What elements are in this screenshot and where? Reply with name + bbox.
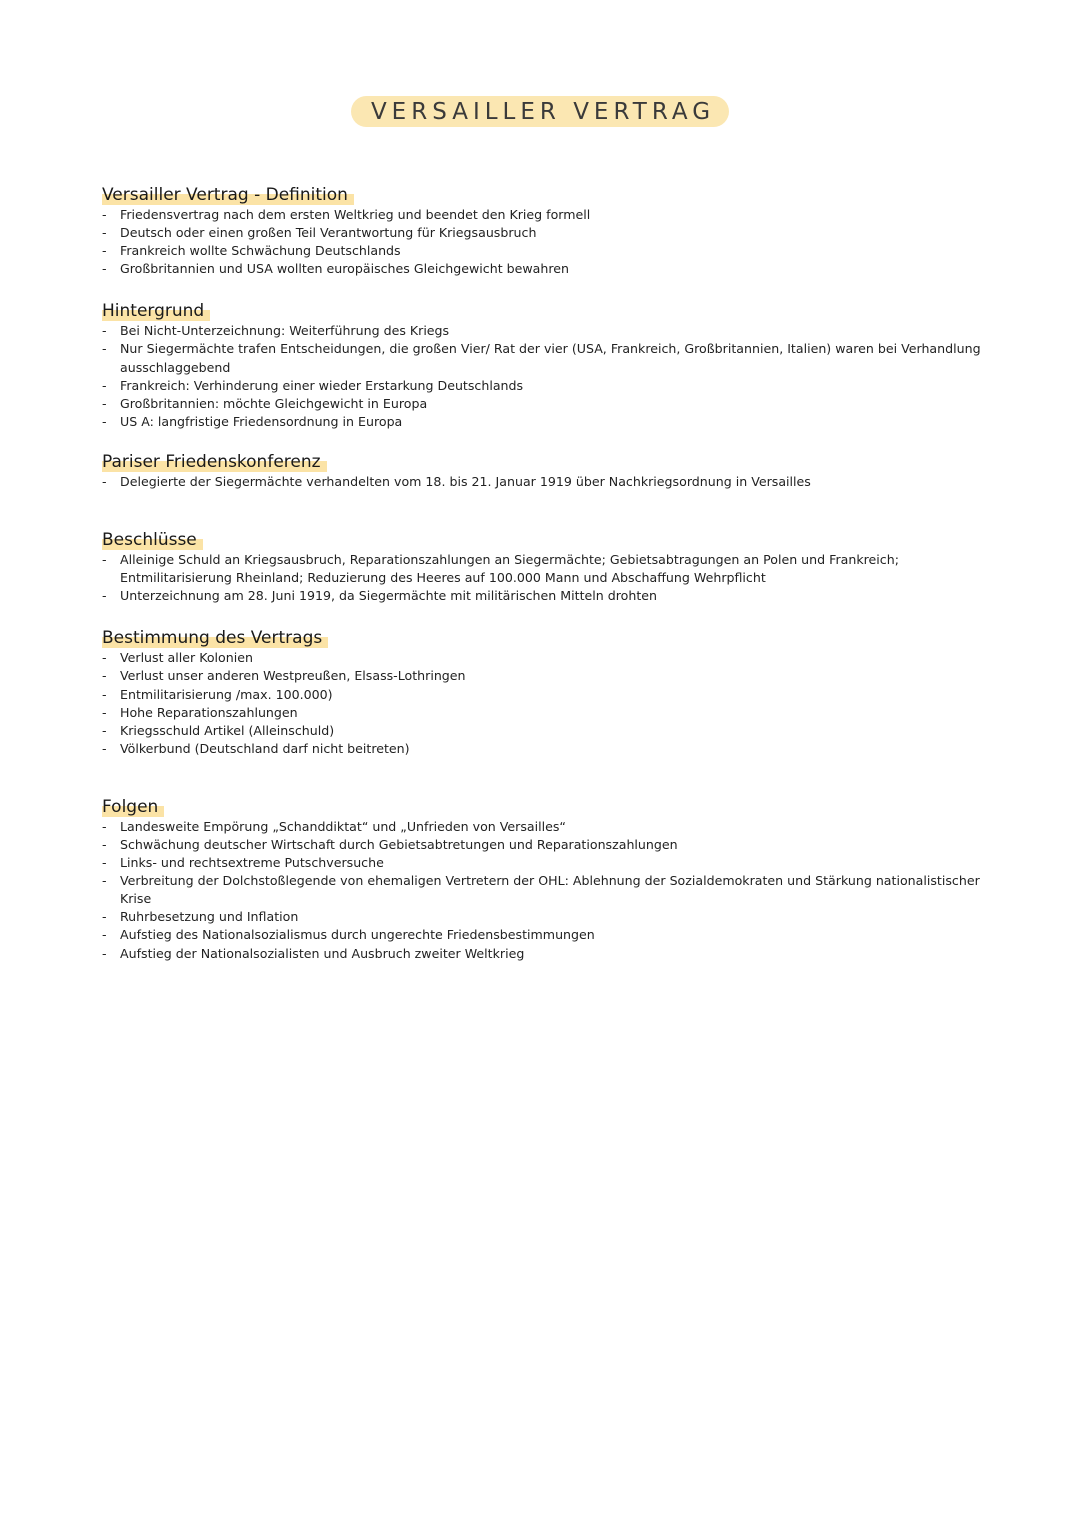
- list-item: - Kriegsschuld Artikel (Alleinschuld): [102, 722, 1002, 740]
- bullet-list: [102, 649, 1002, 758]
- list-item: - Verbreitung der Dolchstoßlegende von ehemaligen Vertretern der OHL: Ablehnung der Sozialdemokraten und Stärkung nationalistischer Krise: [102, 872, 1002, 908]
- section-heading: Beschlüsse: [102, 529, 1002, 551]
- list-item: - US A: langfristige Friedensordnung in Europa: [102, 413, 1002, 431]
- list-item: - Ruhrbesetzung und Inflation: [102, 908, 1002, 926]
- list-item: - Völkerbund (Deutschland darf nicht beitreten): [102, 740, 1002, 758]
- list-item: - Entmilitarisierung /max. 100.000): [102, 686, 1002, 704]
- section-pariser-friedenskonferenz: [102, 451, 1002, 491]
- list-item: - Frankreich: Verhinderung einer wieder Erstarkung Deutschlands: [102, 377, 1002, 395]
- list-item: - Großbritannien und USA wollten europäisches Gleichgewicht bewahren: [102, 260, 1002, 278]
- list-item: - Aufstieg der Nationalsozialisten und Ausbruch zweiter Weltkrieg: [102, 945, 1002, 963]
- list-item: - Nur Siegermächte trafen Entscheidungen, die großen Vier/ Rat der vier (USA, Frankreich, Großbritannien, Italien) waren bei Verhandlung ausschlaggebend: [102, 340, 1002, 376]
- section-hintergrund: [102, 300, 1002, 431]
- list-item: - Hohe Reparationszahlungen: [102, 704, 1002, 722]
- section-beschluesse: [102, 529, 1002, 605]
- list-item: - Verlust aller Kolonien: [102, 649, 1002, 667]
- page-title-text: VERSAILLER VERTRAG: [351, 96, 729, 127]
- list-item: - Großbritannien: möchte Gleichgewicht in Europa: [102, 395, 1002, 413]
- notes-body: [102, 184, 1002, 963]
- list-item: - Frankreich wollte Schwächung Deutschlands: [102, 242, 1002, 260]
- list-item: - Links- und rechtsextreme Putschversuche: [102, 854, 1002, 872]
- section-heading: Versailler Vertrag - Definition: [102, 184, 1002, 206]
- list-item: - Landesweite Empörung „Schanddiktat“ und „Unfrieden von Versailles“: [102, 818, 1002, 836]
- section-definition: [102, 184, 1002, 278]
- bullet-list: [102, 818, 1002, 963]
- list-item: - Friedensvertrag nach dem ersten Weltkrieg und beendet den Krieg formell: [102, 206, 1002, 224]
- bullet-list: [102, 473, 1002, 491]
- bullet-list: [102, 551, 1002, 605]
- bullet-list: [102, 206, 1002, 278]
- list-item: - Delegierte der Siegermächte verhandelten vom 18. bis 21. Januar 1919 über Nachkriegsordnung in Versailles: [102, 473, 1002, 491]
- section-heading: Hintergrund: [102, 300, 1002, 322]
- list-item: - Bei Nicht-Unterzeichnung: Weiterführung des Kriegs: [102, 322, 1002, 340]
- bullet-list: [102, 322, 1002, 431]
- section-heading: Bestimmung des Vertrags: [102, 627, 1002, 649]
- list-item: - Unterzeichnung am 28. Juni 1919, da Siegermächte mit militärischen Mitteln drohten: [102, 587, 1002, 605]
- page-title: [0, 96, 1080, 127]
- section-heading: Pariser Friedenskonferenz: [102, 451, 1002, 473]
- list-item: - Schwächung deutscher Wirtschaft durch Gebietsabtretungen und Reparationszahlungen: [102, 836, 1002, 854]
- list-item: - Alleinige Schuld an Kriegsausbruch, Reparationszahlungen an Siegermächte; Gebietsabtragungen an Polen und Frankreich; Entmilitarisierung Rheinland; Reduzierung des Heeres auf 100.000 Mann und Abschaffung Wehrpflicht: [102, 551, 1002, 587]
- list-item: - Verlust unser anderen Westpreußen, Elsass-Lothringen: [102, 667, 1002, 685]
- list-item: - Aufstieg des Nationalsozialismus durch ungerechte Friedensbestimmungen: [102, 926, 1002, 944]
- section-heading: Folgen: [102, 796, 1002, 818]
- list-item: - Deutsch oder einen großen Teil Verantwortung für Kriegsausbruch: [102, 224, 1002, 242]
- section-bestimmung: [102, 627, 1002, 758]
- section-folgen: [102, 796, 1002, 963]
